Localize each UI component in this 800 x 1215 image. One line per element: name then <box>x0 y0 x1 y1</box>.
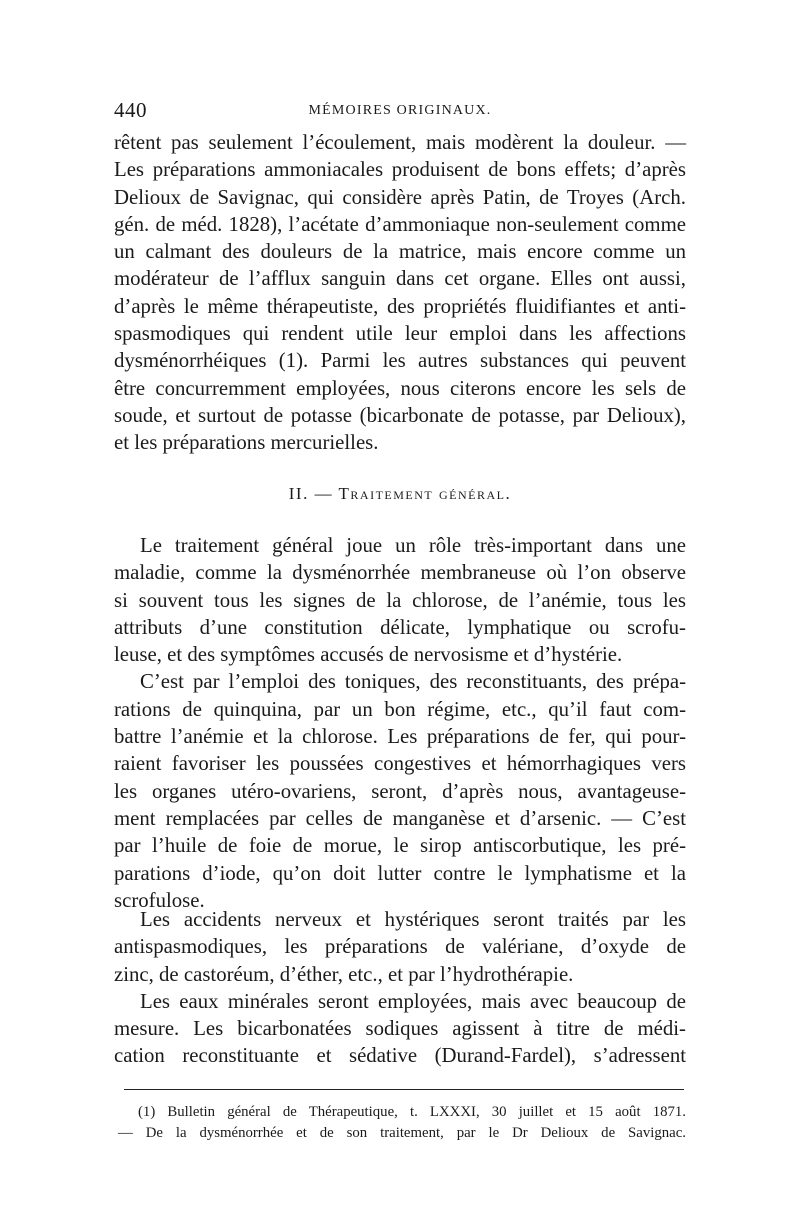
text-line: maladie, comme la dysménorrhée membraneuse où l’on observe <box>114 561 686 585</box>
text-line: battre l’anémie et la chlorose. Les préparations de fer, qui pour- <box>114 725 686 749</box>
page-number: 440 <box>114 98 147 122</box>
text-line: d’après le même thérapeutiste, des propriétés fluidifiantes et anti- <box>114 294 686 318</box>
text-line: mesure. Les bicarbonatées sodiques agissent à titre de médi- <box>114 1017 686 1041</box>
body-text-middle <box>114 532 686 914</box>
running-title: MÉMOIRES ORIGINAUX. <box>308 103 492 118</box>
text-line: par l’huile de foie de morue, le sirop antiscorbutique, les pré- <box>114 834 686 858</box>
text-line: Le traitement général joue un rôle très-important dans une <box>140 534 686 557</box>
text-line: leuse, et des symptômes accusés de nervosisme et d’hystérie. <box>114 643 623 667</box>
text-line: Delioux de Savignac, qui considère après Patin, de Troyes (Arch. <box>114 185 686 209</box>
text-line: raient favoriser les poussées congestives et hémorrhagiques vers <box>114 752 686 776</box>
text-line: rêtent pas seulement l’écoulement, mais modèrent la douleur. — <box>114 131 686 154</box>
text-line: un calmant des douleurs de la matrice, mais encore comme un <box>114 240 686 264</box>
running-head <box>114 98 686 126</box>
text-line: les organes utéro-ovariens, seront, d’après nous, avantageuse- <box>114 779 686 803</box>
text-line: parations d’iode, qu’on doit lutter contre le lymphatisme et la <box>114 861 686 885</box>
text-line: modérateur de l’afflux sanguin dans cet organe. Elles ont aussi, <box>114 267 686 291</box>
text-line: rations de quinquina, par un bon régime, etc., qu’il faut com- <box>114 697 686 721</box>
text-line: Les eaux minérales seront employées, mais avec beaucoup de <box>140 989 686 1013</box>
text-line: soude, et surtout de potasse (bicarbonate de potasse, par Delioux), <box>114 403 686 427</box>
footnote-line: (1) Bulletin général de Thérapeutique, t. LXXXI, 30 juillet et 15 août 1871. <box>138 1104 686 1120</box>
text-line: antispasmodiques, les préparations de valériane, d’oxyde de <box>114 935 686 959</box>
text-line: et les préparations mercurielles. <box>114 431 379 455</box>
text-line: si souvent tous les signes de la chlorose, de l’anémie, tous les <box>114 588 686 612</box>
text-line: ment remplacées par celles de manganèse et d’arsenic. — C’est <box>114 806 686 830</box>
body-text-bottom <box>114 906 686 1070</box>
text-line: être concurremment employées, nous citerons encore les sels de <box>114 376 686 400</box>
text-line: attributs d’une constitution délicate, lymphatique ou scrofu- <box>114 615 686 639</box>
text-line: zinc, de castoréum, d’éther, etc., et par l’hydrothérapie. <box>114 962 574 986</box>
text-line: spasmodiques qui rendent utile leur emploi dans les affections <box>114 322 686 346</box>
text-line: scrofulose. <box>114 888 205 912</box>
text-line: gén. de méd. 1828), l’acétate d’ammoniaque non-seulement comme <box>114 212 686 236</box>
text-line: cation reconstituante et sédative (Durand-Fardel), s’adressent <box>114 1044 686 1068</box>
text-line: dysménorrhéiques (1). Parmi les autres substances qui peuvent <box>114 349 686 373</box>
footnotes <box>118 1102 686 1144</box>
body-text-top <box>114 129 686 457</box>
footnote-line: — De la dysménorrhée et de son traitement, par le Dr Delioux de Savignac. <box>118 1125 686 1141</box>
text-line: Les préparations ammoniacales produisent de bons effets; d’après <box>114 158 686 182</box>
section-heading: II. — Traitement général. <box>288 484 512 503</box>
text-line: C’est par l’emploi des toniques, des reconstituants, des prépa- <box>140 670 686 694</box>
footnote-divider <box>124 1089 684 1090</box>
text-line: Les accidents nerveux et hystériques seront traités par les <box>140 908 686 931</box>
